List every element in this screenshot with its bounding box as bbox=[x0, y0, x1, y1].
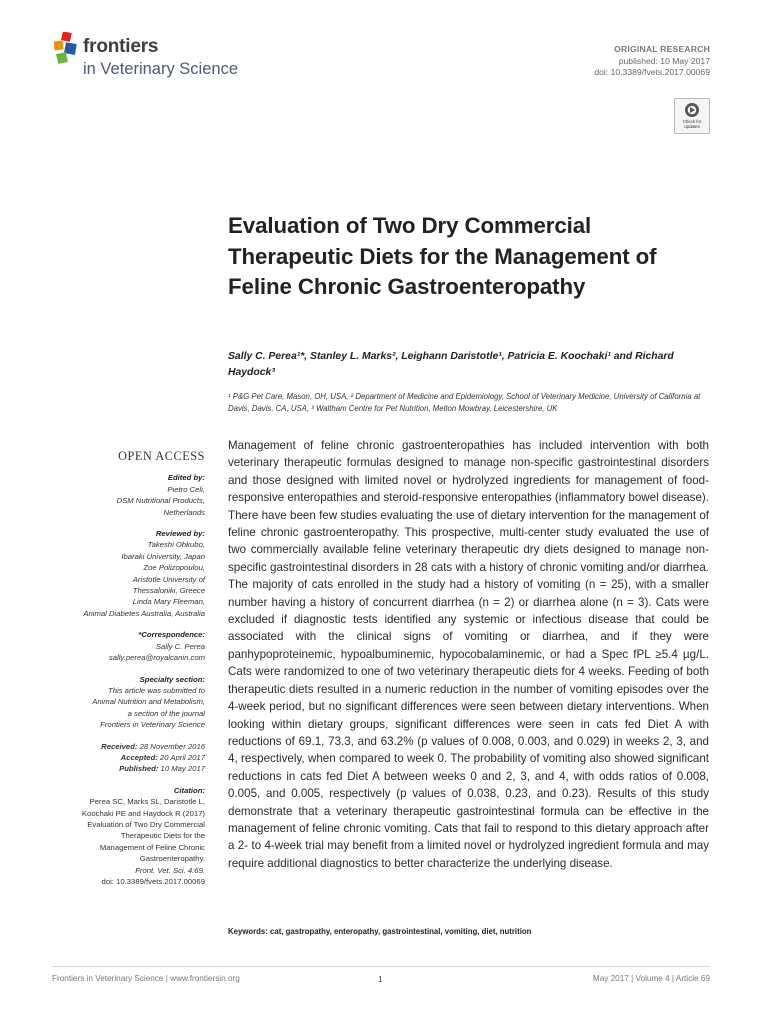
brand-name: frontiers bbox=[83, 36, 159, 57]
published-date-sidebar: Published: 10 May 2017 bbox=[119, 764, 205, 774]
editor-line: DSM Nutritional Products, bbox=[116, 496, 205, 506]
specialty-line: Frontiers in Veterinary Science bbox=[100, 720, 205, 730]
page-number: 1 bbox=[378, 974, 383, 984]
correspondence-email-link[interactable]: sally.perea@royalcanin.com bbox=[108, 653, 205, 663]
editor-line: Netherlands bbox=[163, 507, 205, 517]
editor-line: Pietro Celi, bbox=[167, 484, 205, 494]
reviewer-line: Linda Mary Fleeman, bbox=[132, 597, 205, 607]
open-access-label: OPEN ACCESS bbox=[118, 449, 205, 463]
citation-line: Gastroenteropathy. bbox=[139, 854, 205, 864]
specialty-line: This article was submitted to bbox=[108, 685, 205, 695]
check-for-updates-button[interactable] bbox=[674, 98, 710, 134]
reviewer-line: Takeshi Ohkubo, bbox=[147, 540, 205, 550]
specialty-section-label: Specialty section: bbox=[139, 674, 205, 684]
citation-line: Evaluation of Two Dry Commercial bbox=[87, 819, 205, 829]
footer-issue-info: May 2017 | Volume 4 | Article 69 bbox=[592, 974, 710, 983]
edited-by-label: Edited by: bbox=[167, 473, 205, 483]
author-list: Sally C. Perea¹*, Stanley L. Marks², Leighann Daristotle¹, Patricia E. Koochaki¹ and Richard Haydock³ bbox=[228, 351, 674, 378]
keywords: Keywords: cat, gastropathy, enteropathy, gastrointestinal, vomiting, diet, nutrition bbox=[228, 927, 532, 936]
article-type-label: ORIGINAL RESEARCH bbox=[614, 44, 710, 54]
journal-logo[interactable] bbox=[54, 30, 284, 86]
article-title: Evaluation of Two Dry Commercial Therapeutic Diets for the Management of Feline Chronic Gastroenteropathy bbox=[228, 213, 657, 299]
citation-doi-link[interactable]: doi: 10.3389/fvets.2017.00069 bbox=[101, 877, 205, 886]
article-meta bbox=[594, 44, 710, 79]
abstract-text: Management of feline chronic gastroenteropathies has included intervention with both veterinary therapeutic formulas designed to manage non-specific gastrointestinal disorders and those designed with limited novel or hydrolyzed ingredients for management of food-responsive enteropathies and steroid-responsive enteropathies (inflammatory bowel disease). There have been few studies evaluating the use of dietary intervention for the management of feline chronic gastroenteropathy. This prospective, multi-center study evaluated the use of two commercially available feline veterinary therapeutic dry diets designed to manage non-specific gastrointestinal disorders in 28 cats with a history of chronic vomiting and/or diarrhea. The majority of cats enrolled in the study had a history of vomiting (n = 25), with a smaller number having a history of concurrent diarrhea (n = 2) or diarrhea alone (n = 3). Cats were excluded if diagnostic tests identified any systemic or infectious disease that could be associated with the clinical signs of vomiting or diarrhea, and if they were panhypoproteinemic, hypoalbuminemic, hypocobalaminemic, or had a Spec fPL ≥5.4 µg/L. Cats were randomized to one of two veterinary therapeutic diets for 4 weeks. Feeding of both therapeutic diets resulted in a numeric reduction in the number of vomiting episodes over the 4-week period, but no significant differences were seen between dietary interventions. When looking within dietary groups, significant differences were seen in cats fed Diet A with reductions of 69.1, 73.3, and 63.2% (p values of 0.008, 0.003, and 0.029) in weeks 2, 3, and 4, respectively, when compared to week 0. The probability of vomiting also showed significant reductions in cats fed Diet A between weeks 0 and 2, 3, and 4, with odds ratios of 0.008, 0.005, and 0.005, respectively (p values of 0.038, 0.23, and 0.23). Results of this study demonstrate that a veterinary therapeutic gastrointestinal formula can be effective in the management of feline chronic vomiting. Cats that fail to respond to this dietary approach after a 2- to 4-week trial may benefit from a limited novel or hydrolyzed ingredient formula and may require additional diagnostics to better characterize the underlying disease. bbox=[228, 439, 709, 870]
citation-line: Koochaki PE and Haydock R (2017) bbox=[81, 808, 205, 818]
citation-line: Management of Feline Chronic bbox=[99, 842, 205, 852]
reviewer-line: Zoe Polizopoulou, bbox=[143, 563, 205, 573]
footer-divider bbox=[52, 966, 710, 967]
received-date: Received: 28 November 2016 bbox=[101, 741, 205, 751]
citation-line: Front. Vet. Sci. 4:69. bbox=[135, 865, 205, 875]
published-date: published: 10 May 2017 bbox=[618, 55, 710, 66]
check-updates-icon bbox=[684, 102, 700, 118]
affiliations: ¹ P&G Pet Care, Mason, OH, USA, ² Department of Medicine and Epidemiology, School of Veterinary Medicine, University of California at Davis, Davis, CA, USA, ³ Waltham Centre for Pet Nutrition, Melton Mowbray, Leicestershire, UK bbox=[228, 392, 701, 413]
reviewer-line: Ibaraki University, Japan bbox=[121, 551, 205, 561]
check-updates-label: Check for updates bbox=[682, 119, 702, 130]
reviewed-by-label: Reviewed by: bbox=[155, 529, 205, 539]
citation-line: Therapeutic Diets for the bbox=[120, 831, 205, 841]
correspondence-name: Sally C. Perea bbox=[155, 641, 205, 651]
specialty-line: a section of the journal bbox=[127, 708, 205, 718]
reviewer-line: Animal Diabetes Australia, Australia bbox=[83, 608, 205, 618]
reviewer-line: Aristotle University of bbox=[132, 574, 205, 584]
frontiers-logo-icon bbox=[54, 32, 80, 66]
reviewer-line: Thessaloniki, Greece bbox=[132, 586, 205, 596]
specialty-line: Animal Nutrition and Metabolism, bbox=[92, 697, 205, 707]
footer-journal-link[interactable]: Frontiers in Veterinary Science | www.frontiersin.org bbox=[52, 974, 240, 983]
citation-label: Citation: bbox=[173, 785, 205, 795]
accepted-date: Accepted: 20 April 2017 bbox=[120, 752, 205, 762]
correspondence-label: *Correspondence: bbox=[138, 630, 205, 640]
dates-block bbox=[52, 741, 205, 775]
article-sidebar bbox=[52, 451, 205, 887]
journal-name: in Veterinary Science bbox=[83, 60, 239, 78]
article-doi[interactable]: doi: 10.3389/fvets.2017.00069 bbox=[594, 67, 710, 77]
citation-line: Perea SC, Marks SL, Daristotle L, bbox=[89, 797, 205, 807]
